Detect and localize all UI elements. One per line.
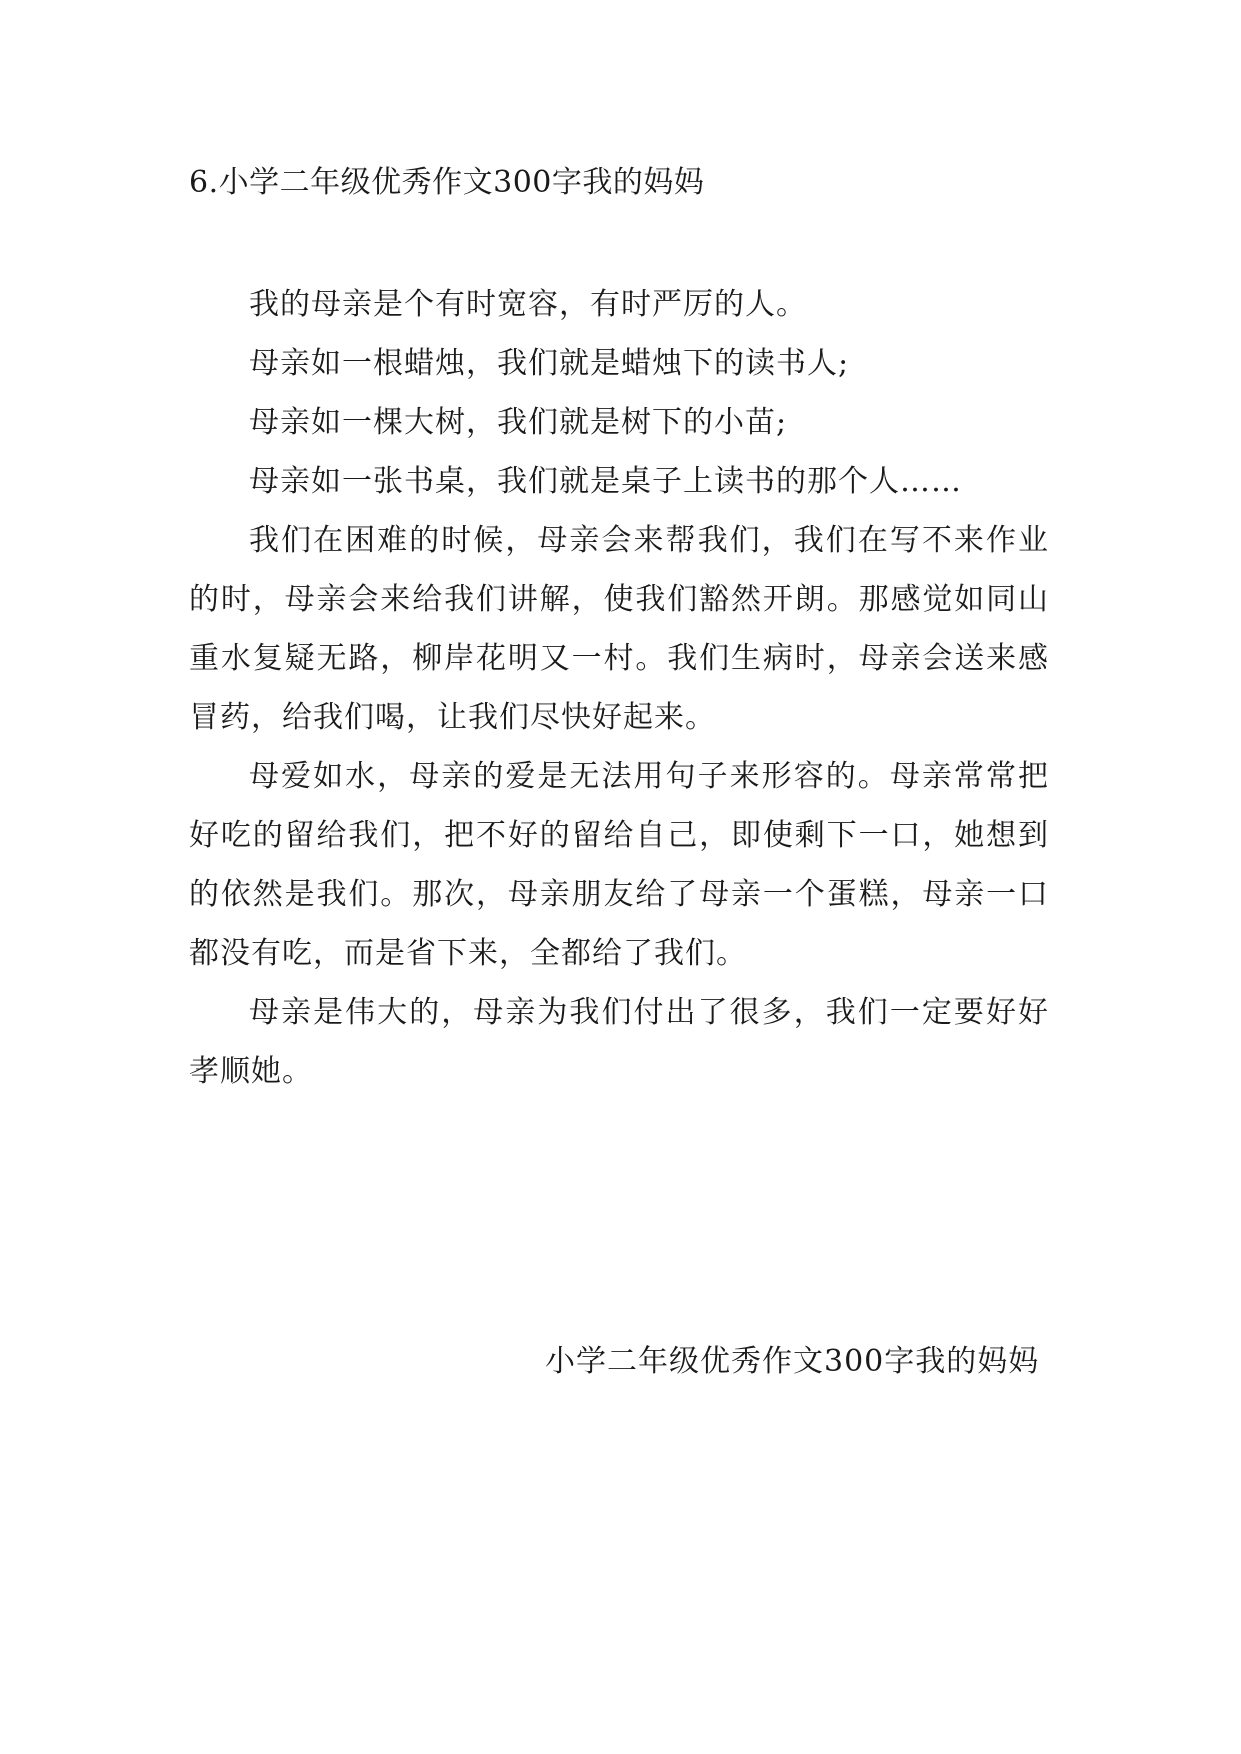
paragraph: 我们在困难的时候，母亲会来帮我们，我们在写不来作业的时，母亲会来给我们讲解，使我们豁然开朗。那感觉如同山重水复疑无路，柳岸花明又一村。我们生病时，母亲会送来感冒药，给我们喝，让我们尽快好起来。 [189,523,1049,735]
section-heading: 6.小学二年级优秀作文300字我的妈妈 [189,165,705,200]
paragraph: 我的母亲是个有时宽容，有时严厉的人。 [249,287,807,322]
paragraph: 母亲如一根蜡烛，我们就是蜡烛下的读书人; [249,346,850,381]
paragraph: 母亲如一棵大树，我们就是树下的小苗; [249,405,788,440]
essay-body [189,275,1049,1101]
paragraph: 母亲是伟大的，母亲为我们付出了很多，我们一定要好好孝顺她。 [189,995,1049,1089]
paragraph: 母亲如一张书桌，我们就是桌子上读书的那个人…… [249,464,962,499]
paragraph: 母爱如水，母亲的爱是无法用句子来形容的。母亲常常把好吃的留给我们，把不好的留给自己，即使剩下一口，她想到的依然是我们。那次，母亲朋友给了母亲一个蛋糕，母亲一口都没有吃，而是省下来，全都给了我们。 [189,759,1049,971]
footer-title: 小学二年级优秀作文300字我的妈妈 [545,1344,1040,1379]
